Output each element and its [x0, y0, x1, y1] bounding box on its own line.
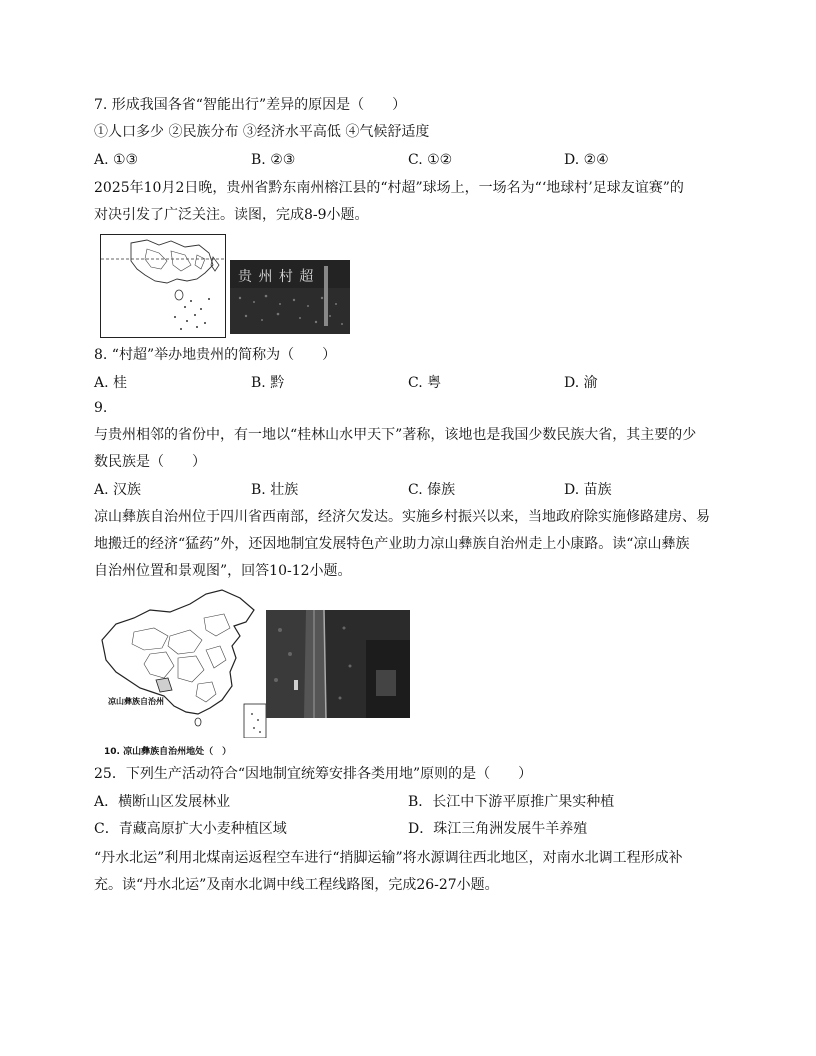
road-landscape-icon: [266, 610, 410, 718]
q25-stem: 25．下列生产活动符合“因地制宜统筹安排各类用地”原则的是（ ）: [94, 766, 533, 782]
village-super-league-photo: [230, 260, 350, 334]
crowd-texture-icon: [230, 260, 350, 334]
china-map-icon: [94, 588, 270, 738]
q25-option-c: C．青藏高原扩大小麦种植区域: [94, 821, 287, 837]
liangshan-landscape-photo: [266, 610, 410, 718]
q8-stem: 8. “村超”举办地贵州的简称为（ ）: [94, 347, 337, 363]
q8-option-c: C. 粤: [408, 375, 442, 391]
q9-option-b: B. 壮族: [251, 482, 299, 498]
q7-option-a: A. ①③: [94, 152, 139, 168]
q25-option-a: A．横断山区发展林业: [94, 794, 231, 810]
figure-guizhou: [96, 234, 356, 340]
passage1-line1: 2025年10月2日晚，贵州省黔东南州榕江县的“村超”球场上，一场名为“‘地球村’足球友谊赛”的: [94, 180, 684, 196]
figure-liangshan: [94, 588, 416, 758]
q9-option-a: A. 汉族: [94, 482, 142, 498]
q25-option-d: D．珠江三角洲发展牛羊养殖: [408, 821, 588, 837]
q9-stem-line1: 与贵州相邻的省份中，有一地以“桂林山水甲天下”著称，该地也是我国少数民族大省，其主要的少: [94, 427, 697, 443]
passage2-line1: 凉山彝族自治州位于四川省西南部，经济欠发达。实施乡村振兴以来，当地政府除实施修路建房、易: [94, 509, 710, 525]
passage3-line1: “丹水北运”利用北煤南运返程空车进行“捎脚运输”将水源调往西北地区，对南水北调工程形成补: [94, 850, 683, 866]
passage1-line2: 对决引发了广泛关注。读图，完成8-9小题。: [94, 207, 369, 223]
q7-factors: ①人口多少 ②民族分布 ③经济水平高低 ④气候舒适度: [94, 124, 430, 140]
q25-option-b: B．长江中下游平原推广果实种植: [408, 794, 615, 810]
map-label-liangshan: 凉山彝族自治州: [108, 697, 164, 706]
q7-option-b: B. ②③: [251, 152, 296, 168]
photo-sign: 贵 州 村 超: [238, 269, 315, 285]
q9-option-d: D. 苗族: [564, 482, 612, 498]
map-outline-icon: [101, 235, 225, 337]
passage2-line3: 自治州位置和景观图”，回答10-12小题。: [94, 563, 352, 579]
china-southeast-map: [100, 234, 226, 338]
q9-option-c: C. 傣族: [408, 482, 456, 498]
q8-option-d: D. 渝: [564, 375, 598, 391]
q8-option-a: A. 桂: [94, 375, 128, 391]
q9-number: 9.: [94, 400, 108, 416]
q9-stem-line2: 数民族是（ ）: [94, 454, 206, 470]
q7-option-c: C. ①②: [408, 152, 453, 168]
q7-option-d: D. ②④: [564, 152, 609, 168]
figure2-caption: 10. 凉山彝族自治州地处（ ）: [104, 747, 232, 757]
passage2-line2: 地搬迁的经济“猛药”外，还因地制宜发展特色产业助力凉山彝族自治州走上小康路。读“凉山彝族: [94, 536, 690, 552]
q7-stem: 7. 形成我国各省“智能出行”差异的原因是（ ）: [94, 97, 407, 113]
passage3-line2: 充。读“丹水北运”及南水北调中线工程线路图，完成26-27小题。: [94, 877, 499, 893]
q8-option-b: B. 黔: [251, 375, 285, 391]
